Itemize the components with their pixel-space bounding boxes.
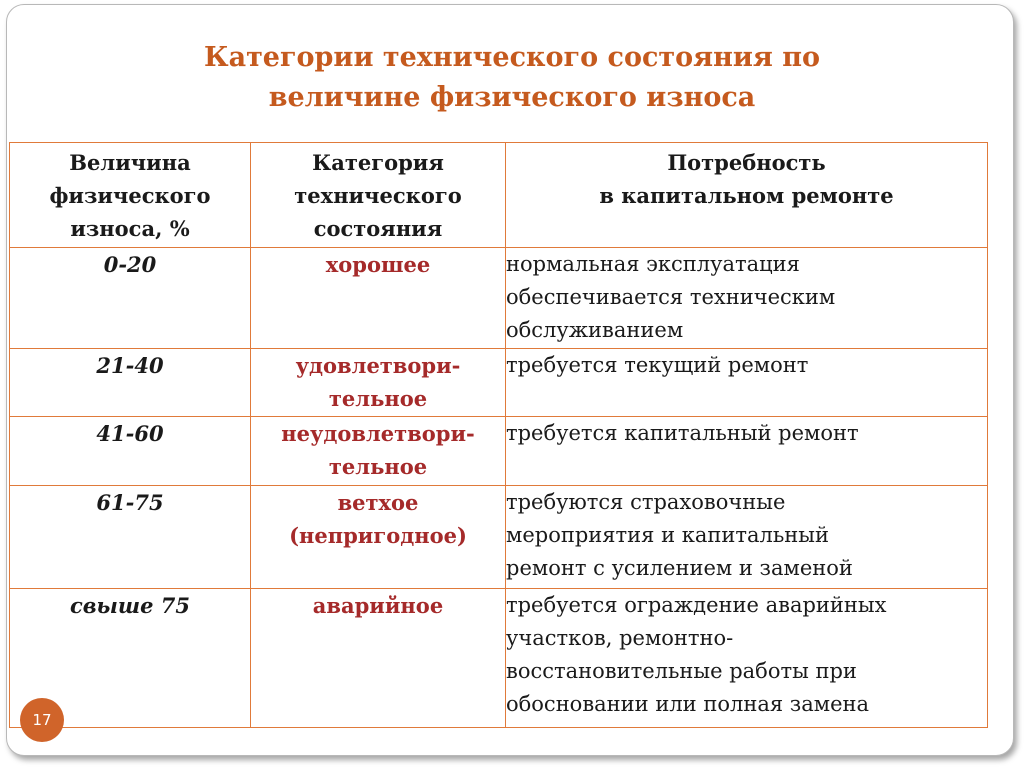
repair-need-cell: требуются страховочные мероприятия и капитальный ремонт с усилением и заменой bbox=[506, 486, 988, 589]
repair-need-cell: требуется ограждение аварийных участков, ремонтно- восстановительные работы при обосновании или полная замена bbox=[506, 589, 988, 728]
wear-range-cell: 0-20 bbox=[10, 248, 251, 349]
wear-range-cell: свыше 75 bbox=[10, 589, 251, 728]
wear-range-cell: 21-40 bbox=[10, 349, 251, 417]
category-cell: ветхое (непригодное) bbox=[251, 486, 506, 589]
category-cell: удовлетвори- тельное bbox=[251, 349, 506, 417]
table-row bbox=[10, 417, 988, 486]
header-category: Категория технического состояния bbox=[251, 143, 506, 248]
slide-title bbox=[0, 38, 1024, 118]
table-row bbox=[10, 486, 988, 589]
title-line-2: величине физического износа bbox=[268, 82, 756, 113]
repair-need-cell: нормальная эксплуатация обеспечивается техническим обслуживанием bbox=[506, 248, 988, 349]
header-repair-need: Потребность в капитальном ремонте bbox=[506, 143, 988, 248]
condition-table bbox=[9, 142, 988, 728]
table-header-row bbox=[10, 143, 988, 248]
category-cell: аварийное bbox=[251, 589, 506, 728]
category-cell: хорошее bbox=[251, 248, 506, 349]
category-cell: неудовлетвори- тельное bbox=[251, 417, 506, 486]
title-line-1: Категории технического состояния по bbox=[204, 42, 820, 73]
repair-need-cell: требуется капитальный ремонт bbox=[506, 417, 988, 486]
header-wear-percent: Величина физического износа, % bbox=[10, 143, 251, 248]
wear-range-cell: 41-60 bbox=[10, 417, 251, 486]
page-number-badge: 17 bbox=[20, 698, 64, 742]
table-row bbox=[10, 349, 988, 417]
repair-need-cell: требуется текущий ремонт bbox=[506, 349, 988, 417]
table-row bbox=[10, 248, 988, 349]
wear-range-cell: 61-75 bbox=[10, 486, 251, 589]
table-row bbox=[10, 589, 988, 728]
